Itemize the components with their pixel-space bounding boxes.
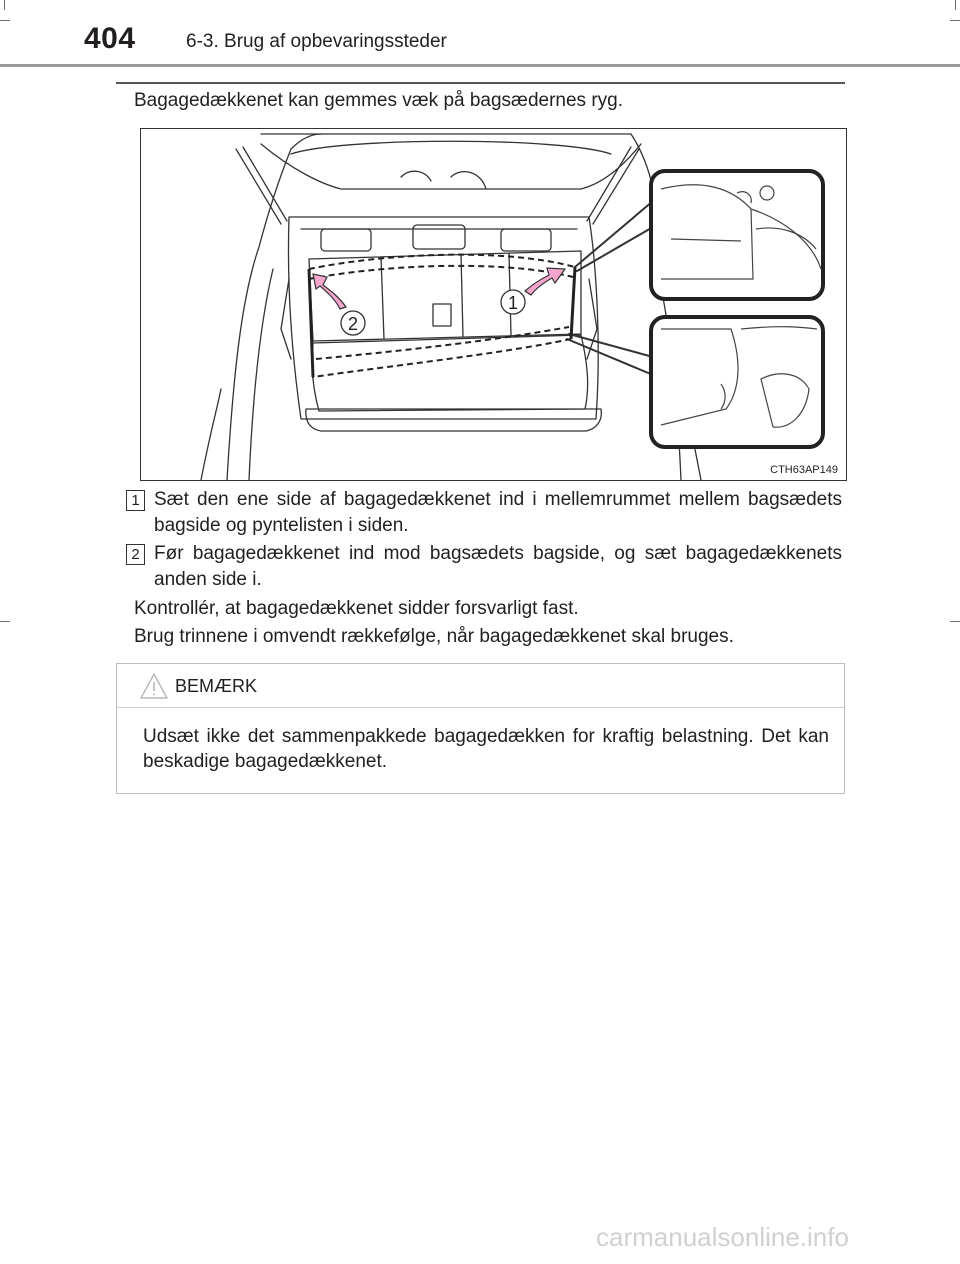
crop-mark-top-left-h xyxy=(0,20,10,21)
watermark: carmanualsonline.info xyxy=(596,1222,849,1252)
page-number: 404 xyxy=(84,22,136,55)
header-rule xyxy=(0,64,960,67)
intro-rule xyxy=(116,82,845,84)
step-2 xyxy=(126,541,842,593)
crop-mark-top-left xyxy=(4,0,5,10)
crop-mark-top-right xyxy=(955,0,956,10)
step-number-1: 1 xyxy=(126,490,145,511)
notice-box xyxy=(116,663,845,794)
step-text-1: Sæt den ene side af bagagedækkenet ind i mellemrummet mellem bagsædets bagside og pyntelisten i siden. xyxy=(154,489,842,536)
check-paragraph: Kontrollér, at bagagedækkenet sidder forsvarligt fast. xyxy=(134,598,579,619)
trunk-illustration xyxy=(140,128,847,481)
section-title: 6-3. Brug af opbevaringssteder xyxy=(186,31,447,52)
crop-mark-top-right-h xyxy=(950,20,960,21)
step-number-2: 2 xyxy=(126,544,145,565)
figure-code: CTH63AP149 xyxy=(770,464,838,476)
arrow-step-1 xyxy=(525,268,565,295)
notice-title: BEMÆRK xyxy=(175,676,258,696)
intro-text: Bagagedækkenet kan gemmes væk på bagsædernes ryg. xyxy=(134,90,623,111)
crop-mark-mid-right xyxy=(950,621,960,622)
inset-detail-top xyxy=(651,171,823,299)
step-1 xyxy=(126,487,842,539)
figure-callout-1: 1 xyxy=(507,293,519,313)
reverse-steps-paragraph: Brug trinnene i omvendt rækkefølge, når bagagedækkenet skal bruges. xyxy=(134,626,734,647)
figure-callout-2: 2 xyxy=(347,314,359,334)
warning-triangle-icon xyxy=(139,672,169,700)
inset-detail-bottom xyxy=(651,317,823,447)
crop-mark-mid-left xyxy=(0,621,10,622)
step-text-2: Før bagagedækkenet ind mod bagsædets bagside, og sæt bagagedækkenets anden side i. xyxy=(154,543,842,590)
notice-body: Udsæt ikke det sammenpakkede bagagedækken for kraftig belastning. Det kan beskadige bagagedækkenet. xyxy=(143,726,829,772)
notice-divider xyxy=(117,707,844,708)
trunk-drawing xyxy=(141,129,846,480)
arrow-step-2 xyxy=(313,274,346,309)
